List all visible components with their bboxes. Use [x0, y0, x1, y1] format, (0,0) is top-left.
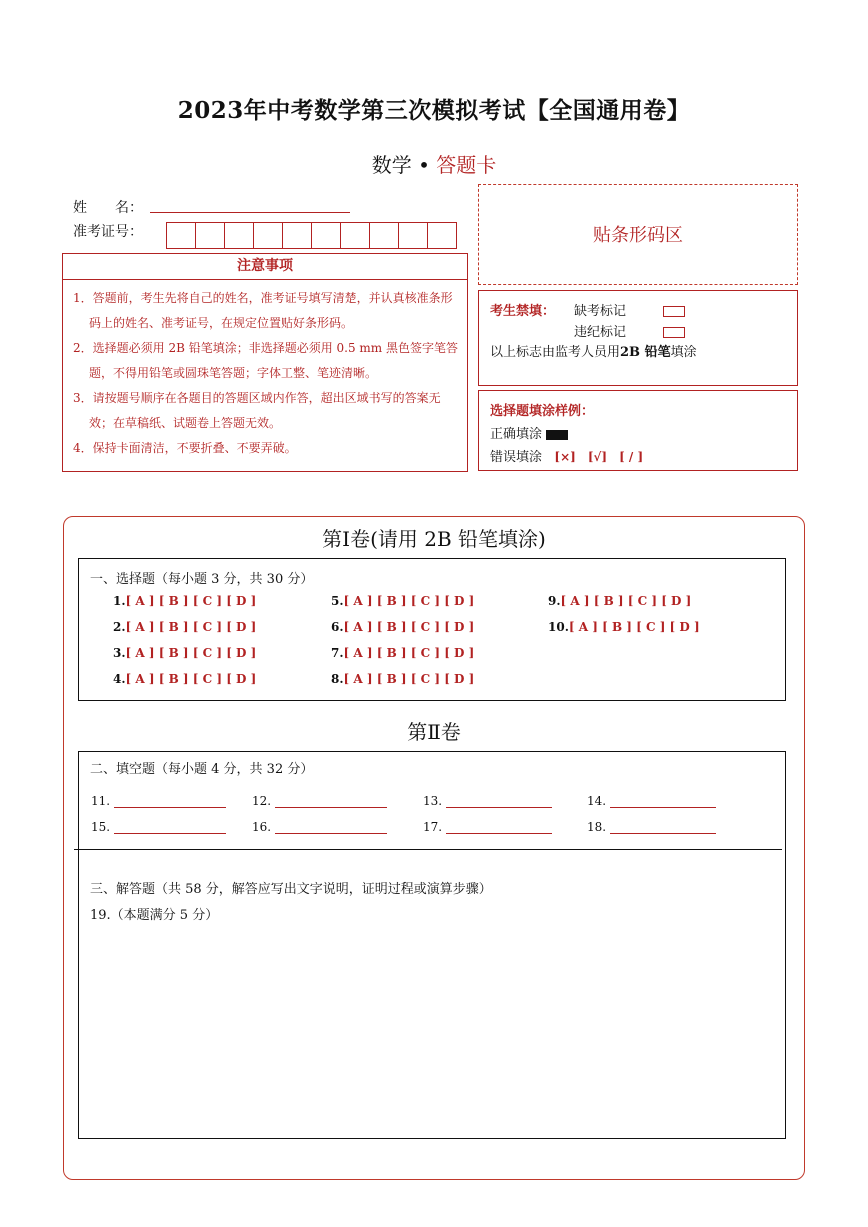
- blank-line[interactable]: [446, 807, 552, 808]
- id-digit-boxes: [166, 222, 456, 249]
- notice-item: 3．请按题号顺序在各题目的答题区域内作答，超出区域书写的答案无效；在草稿纸、试题卷上答题无效。: [73, 391, 441, 430]
- choice-q9[interactable]: [548, 594, 691, 608]
- sample-correct-label: 正确填涂: [490, 427, 543, 442]
- blank-line[interactable]: [275, 833, 387, 834]
- id-digit-box[interactable]: [340, 222, 370, 249]
- blank-number: 18.: [587, 820, 607, 834]
- question-19-label: 19.（本题满分 5 分）: [90, 908, 219, 923]
- q-number: 7.: [331, 646, 344, 660]
- choice-title: 一、选择题（每小题 3 分，共 30 分）: [90, 572, 314, 587]
- id-digit-box[interactable]: [224, 222, 254, 249]
- q-number: 9.: [548, 594, 561, 608]
- id-digit-box[interactable]: [311, 222, 341, 249]
- fill-section: [78, 751, 786, 1139]
- choice-q8[interactable]: [331, 672, 474, 686]
- blank-12[interactable]: [252, 794, 387, 808]
- q-options[interactable]: [ A ] [ B ] [ C ] [ D ]: [125, 672, 257, 686]
- choice-q10[interactable]: [548, 620, 700, 634]
- sample-wrong-label: 错误填涂: [490, 450, 543, 465]
- absent-label: 缺考标记: [574, 304, 627, 319]
- q-number: 2.: [113, 620, 126, 634]
- filled-mark-icon: [546, 430, 568, 440]
- choice-section: [78, 558, 786, 701]
- id-digit-box[interactable]: [369, 222, 399, 249]
- forbidden-note: [490, 341, 697, 360]
- q-options[interactable]: [ A ] [ B ] [ C ] [ D ]: [125, 594, 257, 608]
- blank-number: 14.: [587, 794, 607, 808]
- blank-line[interactable]: [114, 833, 226, 834]
- id-digit-box[interactable]: [398, 222, 428, 249]
- subtitle-subject: 数学 •: [371, 153, 430, 177]
- part2-title: 第Ⅱ卷: [407, 720, 461, 744]
- blank-number: 15.: [91, 820, 111, 834]
- choice-q3[interactable]: [113, 646, 256, 660]
- q-options[interactable]: [ A ] [ B ] [ C ] [ D ]: [560, 594, 692, 608]
- violation-label: 违纪标记: [574, 325, 627, 340]
- question-19-answer-area[interactable]: [90, 928, 774, 1128]
- id-digit-box[interactable]: [427, 222, 457, 249]
- fill-title: 二、填空题（每小题 4 分，共 32 分）: [90, 762, 314, 777]
- blank-17[interactable]: [423, 820, 552, 834]
- q-number: 4.: [113, 672, 126, 686]
- violation-mark[interactable]: [663, 322, 685, 341]
- barcode-area: [478, 184, 798, 285]
- blank-line[interactable]: [275, 807, 387, 808]
- id-digit-box[interactable]: [166, 222, 196, 249]
- q-number: 6.: [331, 620, 344, 634]
- barcode-label: 贴条形码区: [593, 225, 683, 246]
- blank-number: 16.: [252, 820, 272, 834]
- sample-correct: [490, 423, 568, 442]
- forbidden-note-b: 2B 铅笔: [620, 345, 671, 360]
- section-divider: [74, 849, 782, 850]
- choice-q7[interactable]: [331, 646, 474, 660]
- blank-11[interactable]: [91, 794, 226, 808]
- choice-q2[interactable]: [113, 620, 256, 634]
- blank-15[interactable]: [91, 820, 226, 834]
- sample-box: [478, 390, 798, 471]
- q-options[interactable]: [ A ] [ B ] [ C ] [ D ]: [343, 620, 475, 634]
- q-number: 10.: [548, 620, 569, 634]
- id-label: 准考证号：: [73, 224, 143, 240]
- forbidden-box: [478, 290, 798, 386]
- blank-number: 17.: [423, 820, 443, 834]
- page-title: 2023年中考数学第三次模拟考试【全国通用卷】: [177, 97, 691, 124]
- notice-item: 4．保持卡面清洁，不要折叠、不要弄破。: [73, 441, 297, 455]
- q-options[interactable]: [ A ] [ B ] [ C ] [ D ]: [343, 594, 475, 608]
- forbidden-note-c: 填涂: [670, 345, 697, 360]
- forbidden-note-a: 以上标志由监考人员用: [490, 345, 621, 360]
- notice-box: [62, 253, 468, 472]
- absent-mark[interactable]: [663, 301, 685, 320]
- q-number: 3.: [113, 646, 126, 660]
- notice-item: 1．答题前，考生先将自己的姓名，准考证号填写清楚，并认真核准条形码上的姓名、准考证号，在规定位置贴好条形码。: [73, 291, 453, 330]
- q-number: 8.: [331, 672, 344, 686]
- q-options[interactable]: [ A ] [ B ] [ C ] [ D ]: [343, 672, 475, 686]
- choice-q5[interactable]: [331, 594, 474, 608]
- q-number: 5.: [331, 594, 344, 608]
- sample-heading: 选择题填涂样例：: [490, 404, 595, 419]
- part1-title: 第Ⅰ卷(请用 2B 铅笔填涂): [322, 527, 546, 551]
- sample-wrong: [490, 446, 643, 465]
- blank-number: 12.: [252, 794, 272, 808]
- notice-item: 2．选择题必须用 2B 铅笔填涂；非选择题必须用 0.5 mm 黑色签字笔答题，不得用铅笔或圆珠笔答题；字体工整、笔迹清晰。: [73, 341, 459, 380]
- blank-line[interactable]: [610, 807, 716, 808]
- blank-line[interactable]: [114, 807, 226, 808]
- id-digit-box[interactable]: [282, 222, 312, 249]
- solve-title: 三、解答题（共 58 分，解答应写出文字说明，证明过程或演算步骤）: [90, 882, 492, 897]
- blank-line[interactable]: [446, 833, 552, 834]
- blank-13[interactable]: [423, 794, 552, 808]
- forbidden-label: 考生禁填：: [490, 304, 556, 319]
- blank-18[interactable]: [587, 820, 716, 834]
- notice-heading: 注意事项: [63, 254, 467, 280]
- q-options[interactable]: [ A ] [ B ] [ C ] [ D ]: [568, 620, 700, 634]
- subtitle-card: 答题卡: [436, 153, 497, 177]
- id-digit-box[interactable]: [253, 222, 283, 249]
- blank-line[interactable]: [610, 833, 716, 834]
- blank-number: 11.: [91, 794, 111, 808]
- choice-q4[interactable]: [113, 672, 256, 686]
- choice-q1[interactable]: [113, 594, 256, 608]
- q-options[interactable]: [ A ] [ B ] [ C ] [ D ]: [343, 646, 475, 660]
- page-subtitle: [0, 149, 868, 178]
- q-options[interactable]: [ A ] [ B ] [ C ] [ D ]: [125, 620, 257, 634]
- wrong-marks: [×] [√] [ / ]: [554, 450, 644, 464]
- choice-q6[interactable]: [331, 620, 474, 634]
- blank-16[interactable]: [252, 820, 387, 834]
- q-number: 1.: [113, 594, 126, 608]
- q-options[interactable]: [ A ] [ B ] [ C ] [ D ]: [125, 646, 257, 660]
- name-field[interactable]: [150, 212, 350, 213]
- name-label: 姓 名：: [73, 200, 143, 216]
- blank-number: 13.: [423, 794, 443, 808]
- blank-14[interactable]: [587, 794, 716, 808]
- id-digit-box[interactable]: [195, 222, 225, 249]
